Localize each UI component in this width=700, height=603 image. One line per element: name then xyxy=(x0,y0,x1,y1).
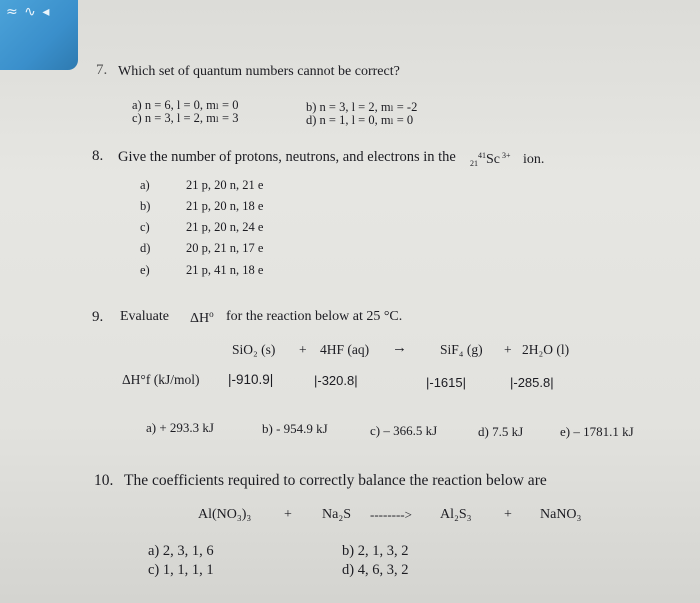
q9-arrow: → xyxy=(392,340,407,356)
q10-arrow: --------> xyxy=(370,507,412,522)
ion-charge: 3+ xyxy=(502,151,511,160)
q10-reactant-1: Al(NO₃)₃ xyxy=(198,507,252,522)
ion-atomic-number: 21 xyxy=(470,159,478,168)
q10-option-c: c) 1, 1, 1, 1 xyxy=(148,562,214,578)
q7-option-b: b) n = 3, l = 2, mₗ = -2 xyxy=(306,100,418,114)
q8-number: 8. xyxy=(92,148,104,164)
q9-value-sio2: |-910.9| xyxy=(228,372,274,387)
ion-symbol: Sc xyxy=(486,152,500,167)
q9-hf: 4HF (aq) xyxy=(320,342,370,357)
q9-sio2: SiO₂ (s) xyxy=(232,342,276,357)
blue-tab-decoration xyxy=(0,0,78,70)
q8-option-b-text: 21 p, 20 n, 18 e xyxy=(186,199,264,213)
q9-value-sif4: |-1615| xyxy=(426,375,467,390)
q9-text-2: for the reaction below at 25 °C. xyxy=(226,309,403,324)
q10-plus-2: + xyxy=(504,507,512,522)
q8-option-c-letter: c) xyxy=(140,220,150,234)
q7-option-d: d) n = 1, l = 0, mₗ = 0 xyxy=(306,113,414,127)
q9-value-hf: |-320.8| xyxy=(314,373,358,388)
q9-option-c: c) – 366.5 kJ xyxy=(370,423,438,438)
q10-number: 10. xyxy=(94,472,114,489)
delta-h-symbol: ΔH xyxy=(190,311,210,326)
q8-option-d-text: 20 p, 21 n, 17 e xyxy=(186,241,264,255)
q10-text: The coefficients required to correctly balance the reaction below are xyxy=(124,472,547,489)
q8-ion-word: ion. xyxy=(523,152,545,167)
q10-product-2: NaNO₃ xyxy=(540,507,582,522)
q9-option-a: a) + 293.3 kJ xyxy=(146,420,214,435)
q9-plus-1: + xyxy=(299,342,307,357)
q7-option-c: c) n = 3, l = 2, mₗ = 3 xyxy=(132,111,239,125)
q10-product-1: Al₂S₃ xyxy=(440,507,472,522)
q9-option-d: d) 7.5 kJ xyxy=(478,424,524,439)
q9-plus-2: + xyxy=(504,342,512,357)
q8-option-a-text: 21 p, 20 n, 21 e xyxy=(186,178,264,192)
q9-number: 9. xyxy=(92,309,104,325)
q9-dhf-label: ΔH°f (kJ/mol) xyxy=(122,372,200,387)
q9-option-e: e) – 1781.1 kJ xyxy=(560,424,634,439)
q10-reactant-2: Na₂S xyxy=(322,507,351,522)
q8-option-c-text: 21 p, 20 n, 24 e xyxy=(186,220,264,234)
q9-option-b: b) - 954.9 kJ xyxy=(262,421,328,436)
q8-option-a-letter: a) xyxy=(140,178,150,192)
q8-ion xyxy=(470,151,511,168)
q9-h2o: 2H₂O (l) xyxy=(522,342,570,357)
q8-text: Give the number of protons, neutrons, and electrons in the xyxy=(118,149,456,165)
q8-option-d-letter: d) xyxy=(140,241,151,255)
q9-value-h2o: |-285.8| xyxy=(510,375,554,390)
q9-text: Evaluate xyxy=(120,309,169,324)
ion-mass-number: 41 xyxy=(478,151,486,160)
q9-delta-h: $\Delta H^o$ xyxy=(190,309,214,326)
q7-number: 7. xyxy=(96,62,108,78)
q8-option-e-text: 21 p, 41 n, 18 e xyxy=(186,263,264,277)
tab-scribble-icon: ≈ ∿ ◂ xyxy=(6,4,51,20)
q10-option-a: a) 2, 3, 1, 6 xyxy=(148,543,214,559)
q9-sif4: SiF₄ (g) xyxy=(440,342,483,357)
q10-plus-1: + xyxy=(284,507,292,522)
q10-option-b: b) 2, 1, 3, 2 xyxy=(342,543,409,559)
q8-option-b-letter: b) xyxy=(140,199,151,213)
q7-option-a: a) n = 6, l = 0, mₗ = 0 xyxy=(132,98,239,112)
q7-text: Which set of quantum numbers cannot be correct? xyxy=(118,64,400,79)
q10-option-d: d) 4, 6, 3, 2 xyxy=(342,562,409,578)
q8-option-e-letter: e) xyxy=(140,263,150,277)
